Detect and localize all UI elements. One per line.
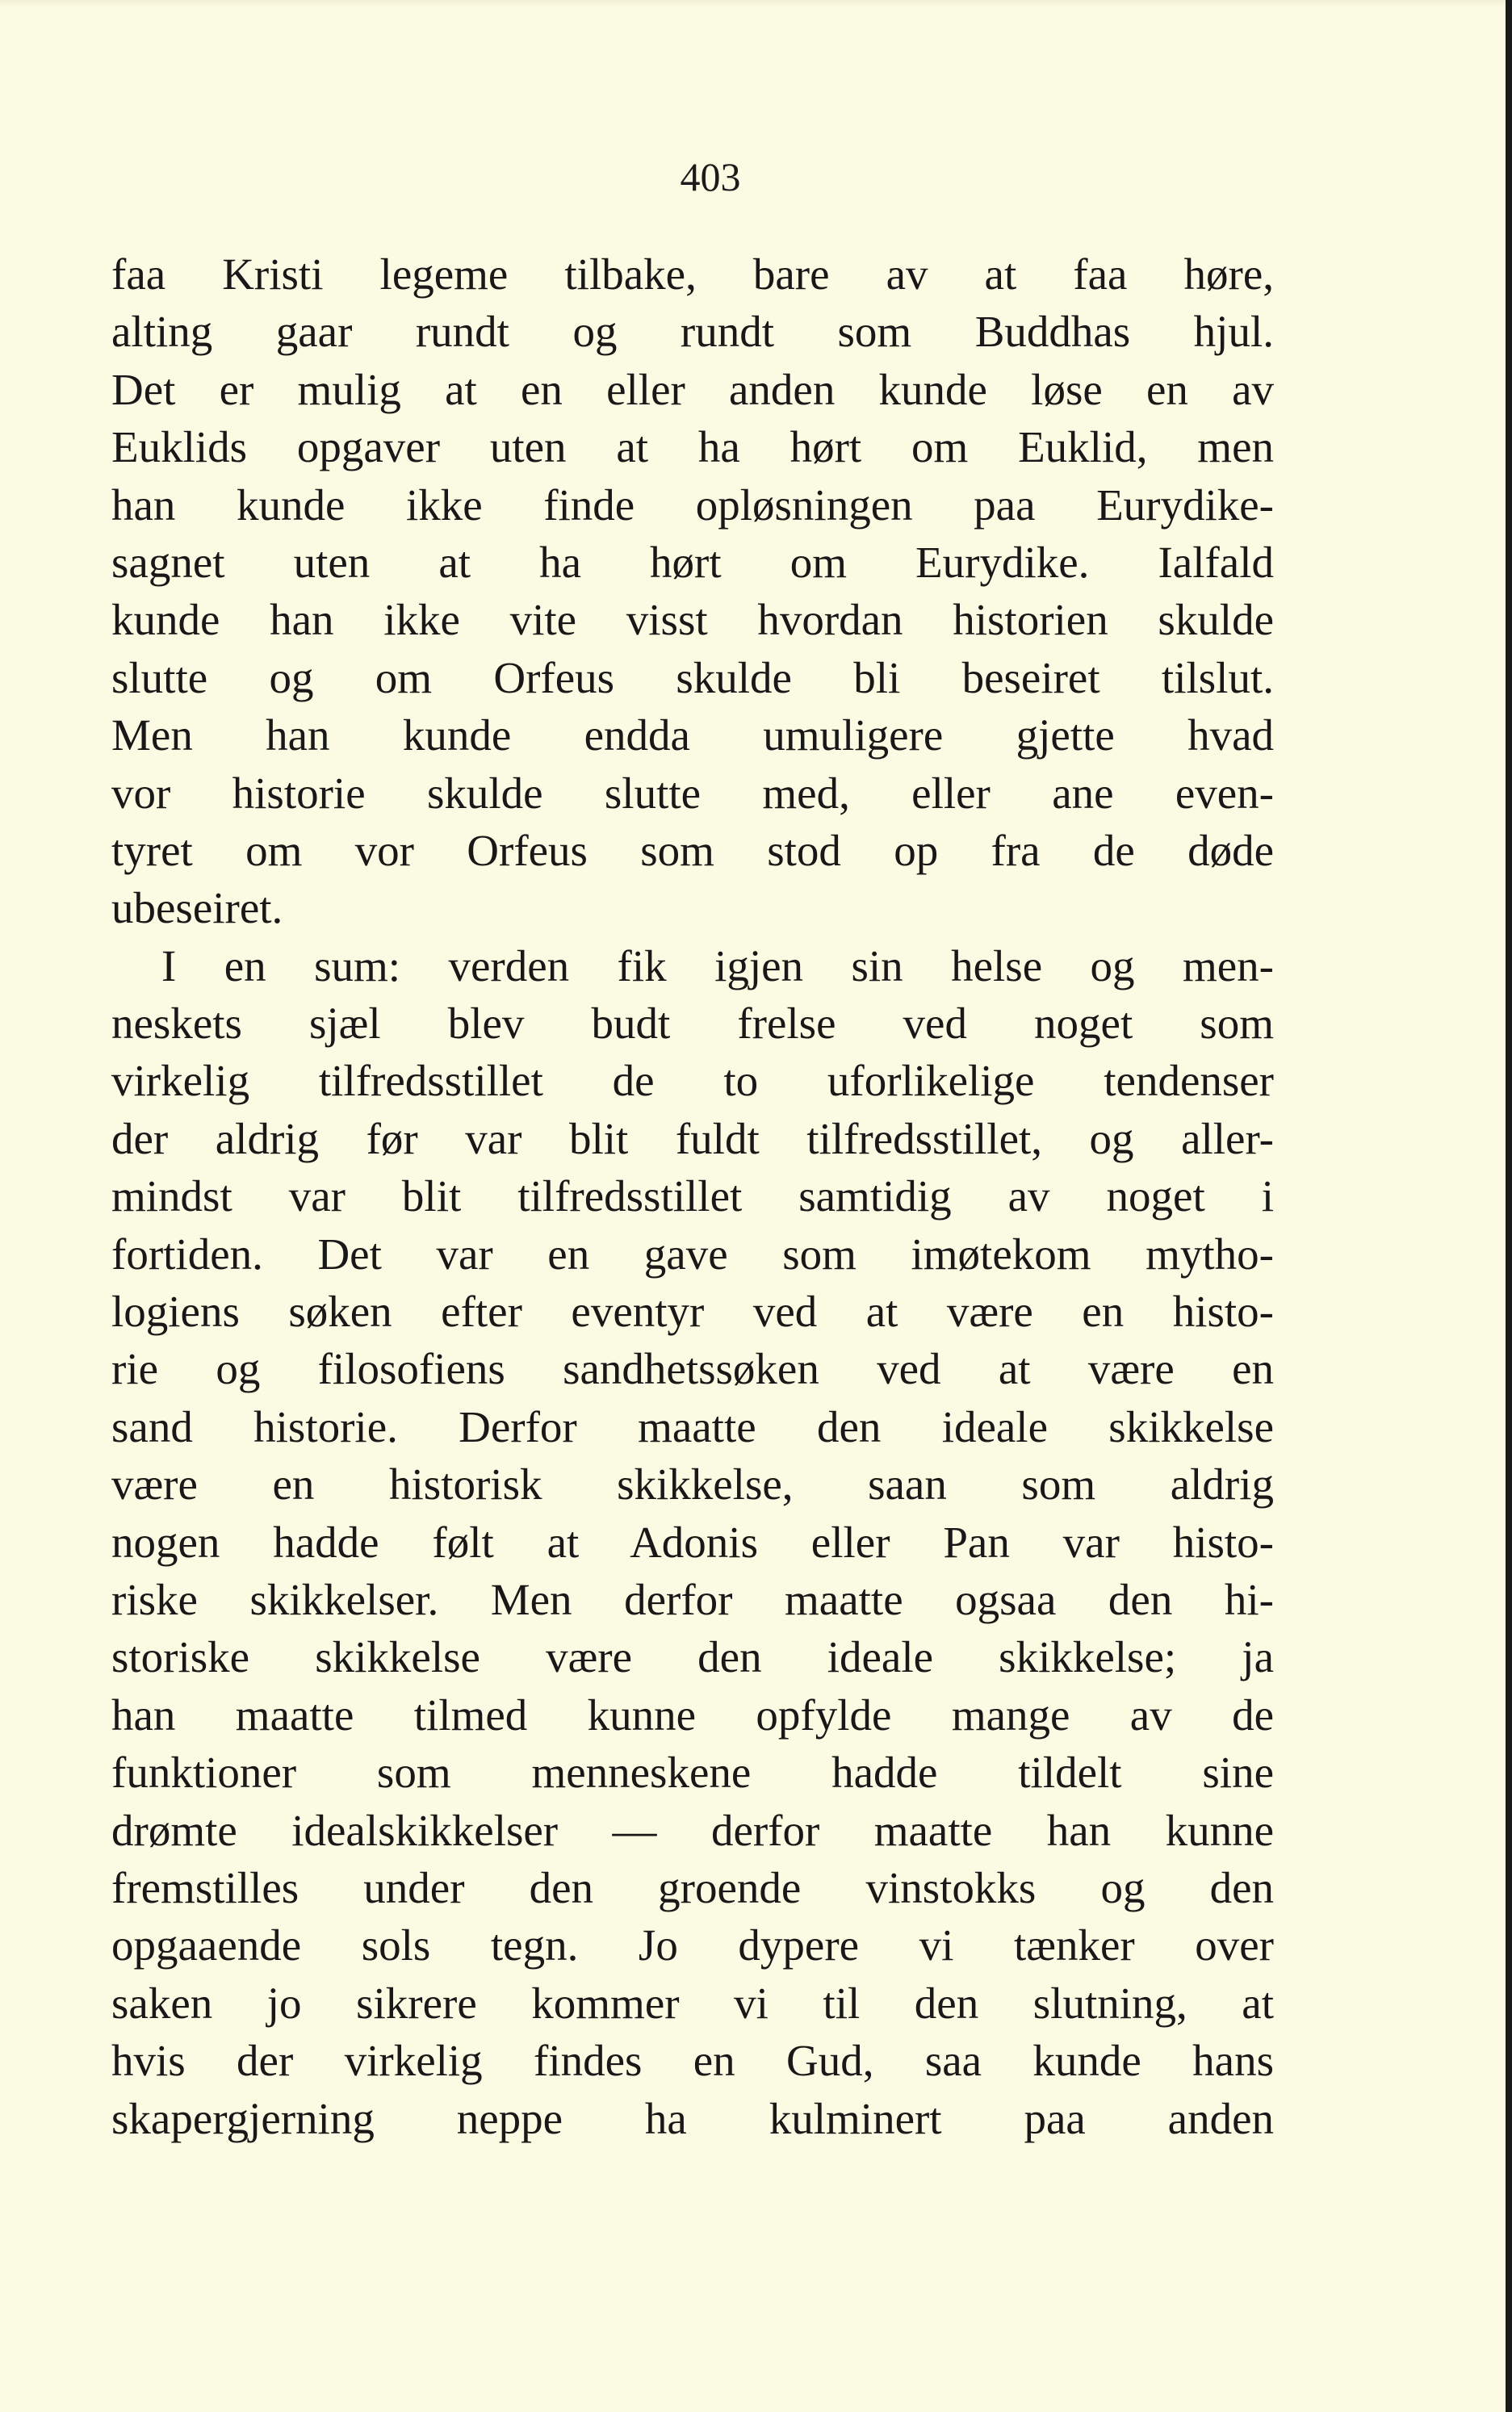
text-line: saken jo sikrere kommer vi til den slutning, at (111, 1978, 1274, 2028)
text-line: han kunde ikke finde opløsningen paa Eurydike- (111, 479, 1274, 530)
text-line: funktioner som menneskene hadde tildelt sine (111, 1748, 1274, 1798)
page-right-edge (1506, 0, 1512, 2412)
text-line: han maatte tilmed kunne opfylde mange av de (111, 1690, 1274, 1740)
text-line: Men han kunde endda umuligere gjette hvad (111, 710, 1274, 760)
text-line: faa Kristi legeme tilbake, bare av at faa høre, (111, 249, 1274, 299)
text-line: nogen hadde følt at Adonis eller Pan var histo- (111, 1517, 1274, 1567)
text-line: slutte og om Orfeus skulde bli beseiret tilslut. (111, 652, 1274, 702)
text-line: være en historisk skikkelse, saan som aldrig (111, 1459, 1274, 1510)
text-line: Euklids opgaver uten at ha hørt om Euklid, men (111, 422, 1274, 472)
text-line: storiske skikkelse være den ideale skikkelse; ja (111, 1632, 1274, 1682)
text-line: sand historie. Derfor maatte den ideale skikkelse (111, 1401, 1274, 1451)
text-line: fremstilles under den groende vinstokks og den (111, 1862, 1274, 1912)
text-line: tyret om vor Orfeus som stod op fra de døde (111, 825, 1274, 875)
text-line: skapergjerning neppe ha kulminert paa anden (111, 2093, 1274, 2143)
text-line: mindst var blit tilfredsstillet samtidig av noget i (111, 1171, 1274, 1221)
text-line: alting gaar rundt og rundt som Buddhas hjul. (111, 307, 1274, 357)
text-line: der aldrig før var blit fuldt tilfredsstillet, og aller- (111, 1113, 1274, 1163)
text-line: fortiden. Det var en gave som imøtekom mytho- (111, 1229, 1274, 1279)
text-line: rie og filosofiens sandhetssøken ved at være en (111, 1344, 1274, 1394)
text-line: ubeseiret. (111, 883, 283, 933)
page-number: 403 (680, 154, 741, 199)
text-line: riske skikkelser. Men derfor maatte ogsaa den hi- (111, 1574, 1274, 1624)
text-line: Det er mulig at en eller anden kunde løse en av (111, 364, 1274, 414)
body-text (111, 245, 1274, 2147)
text-line: neskets sjæl blev budt frelse ved noget som (111, 999, 1274, 1049)
page-top-edge (0, 0, 1512, 6)
text-line: drømte idealskikkelser — derfor maatte han kunne (111, 1805, 1274, 1855)
text-line: logiens søken efter eventyr ved at være en histo- (111, 1287, 1274, 1337)
text-line: virkelig tilfredsstillet de to uforlikelige tendenser (111, 1056, 1274, 1106)
text-line: vor historie skulde slutte med, eller ane even- (111, 768, 1274, 818)
text-line: opgaaende sols tegn. Jo dypere vi tænker over (111, 1920, 1274, 1970)
text-line: I en sum: verden fik igjen sin helse og men- (161, 940, 1274, 990)
text-line: sagnet uten at ha hørt om Eurydike. Ialfald (111, 537, 1274, 587)
text-line: hvis der virkelig findes en Gud, saa kunde hans (111, 2036, 1274, 2086)
text-line: kunde han ikke vite visst hvordan historien skulde (111, 595, 1274, 645)
